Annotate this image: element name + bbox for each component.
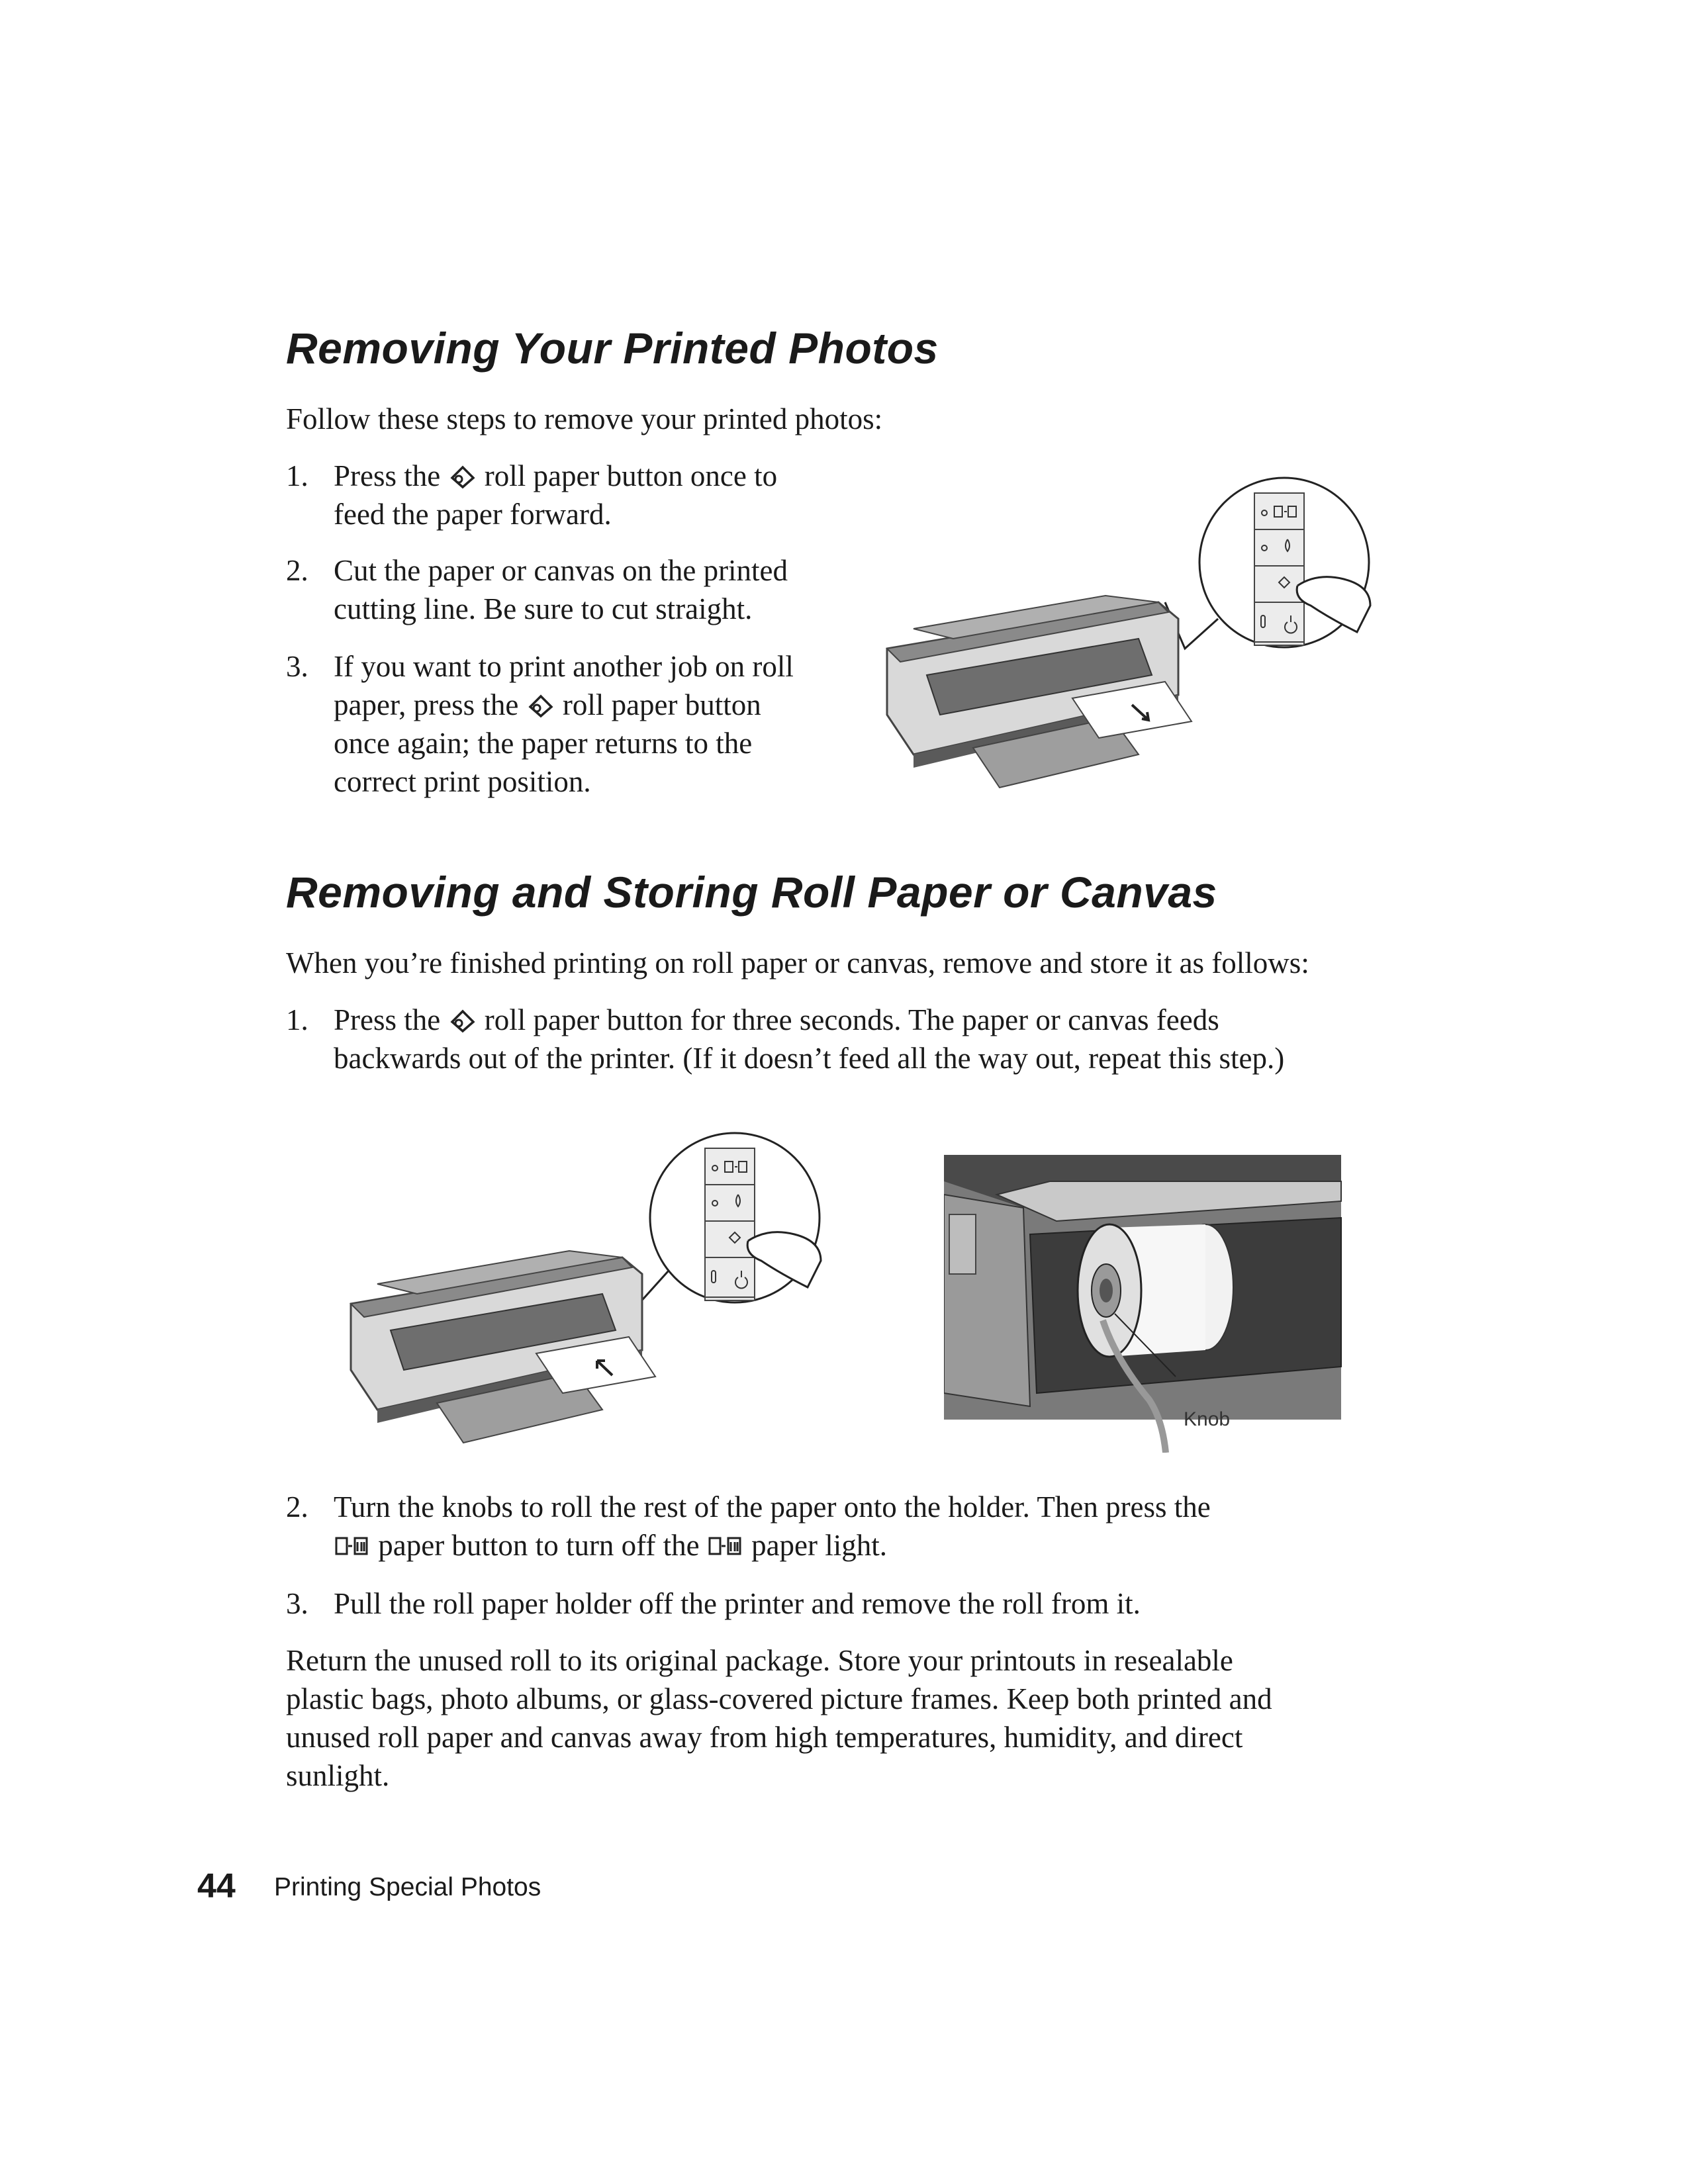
- step-text: backwards out of the printer. (If it doesn’t feed all the way out, repeat this step.): [334, 1042, 1285, 1075]
- step-text: paper, press the: [334, 688, 519, 721]
- paper-icon: [334, 1533, 371, 1559]
- paper-icon: [707, 1533, 744, 1559]
- step-text: Pull the roll paper holder off the printer and remove the roll from it.: [334, 1587, 1141, 1620]
- step-text: once again; the paper returns to the: [334, 727, 753, 760]
- step-number: 3.: [286, 650, 308, 683]
- step-text: correct print position.: [334, 765, 591, 798]
- page-number: 44: [197, 1867, 236, 1905]
- roll-paper-icon: [448, 463, 477, 490]
- knob-label: Knob: [1184, 1408, 1231, 1430]
- step-text: paper light.: [751, 1529, 888, 1562]
- section2-intro: When you’re finished printing on roll paper or canvas, remove and store it as follows:: [286, 946, 1309, 979]
- step-text: If you want to print another job on roll: [334, 650, 794, 683]
- roll-paper-icon: [448, 1007, 477, 1034]
- step-text: Cut the paper or canvas on the printed: [334, 554, 788, 587]
- step-text: paper button to turn off the: [378, 1529, 700, 1562]
- step-text: Turn the knobs to roll the rest of the paper onto the holder. Then press the: [334, 1490, 1211, 1524]
- section-heading-removing-photos: Removing Your Printed Photos: [286, 324, 939, 373]
- footer-title: Printing Special Photos: [274, 1873, 541, 1901]
- roll-paper-icon: [526, 692, 555, 719]
- step-number: 2.: [286, 554, 308, 587]
- step-text: feed the paper forward.: [334, 498, 612, 531]
- printer-reverse-feed-illustration: [338, 1125, 841, 1469]
- paragraph-line: unused roll paper and canvas away from high temperatures, humidity, and direct: [286, 1721, 1243, 1754]
- step-text: roll paper button for three seconds. The paper or canvas feeds: [484, 1003, 1219, 1036]
- step-number: 1.: [286, 1003, 308, 1036]
- paragraph-line: plastic bags, photo albums, or glass-covered picture frames. Keep both printed and: [286, 1682, 1272, 1715]
- paragraph-line: Return the unused roll to its original package. Store your printouts in resealable: [286, 1644, 1233, 1677]
- step-text: roll paper button: [562, 688, 761, 721]
- step-text: cutting line. Be sure to cut straight.: [334, 592, 753, 625]
- step-text: Press the: [334, 1003, 441, 1036]
- step-text: Press the: [334, 459, 441, 492]
- roll-holder-knob-illustration: [944, 1155, 1348, 1453]
- paragraph-line: sunlight.: [286, 1759, 390, 1792]
- printer-feed-illustration: [874, 477, 1377, 821]
- section2-closing-paragraph: [286, 1641, 1272, 1795]
- section1-intro: Follow these steps to remove your printed photos:: [286, 402, 883, 435]
- step-text: roll paper button once to: [484, 459, 778, 492]
- section-heading-removing-storing: Removing and Storing Roll Paper or Canvas: [286, 868, 1217, 917]
- step-number: 1.: [286, 459, 308, 492]
- step-number: 3.: [286, 1587, 308, 1620]
- step-number: 2.: [286, 1490, 308, 1524]
